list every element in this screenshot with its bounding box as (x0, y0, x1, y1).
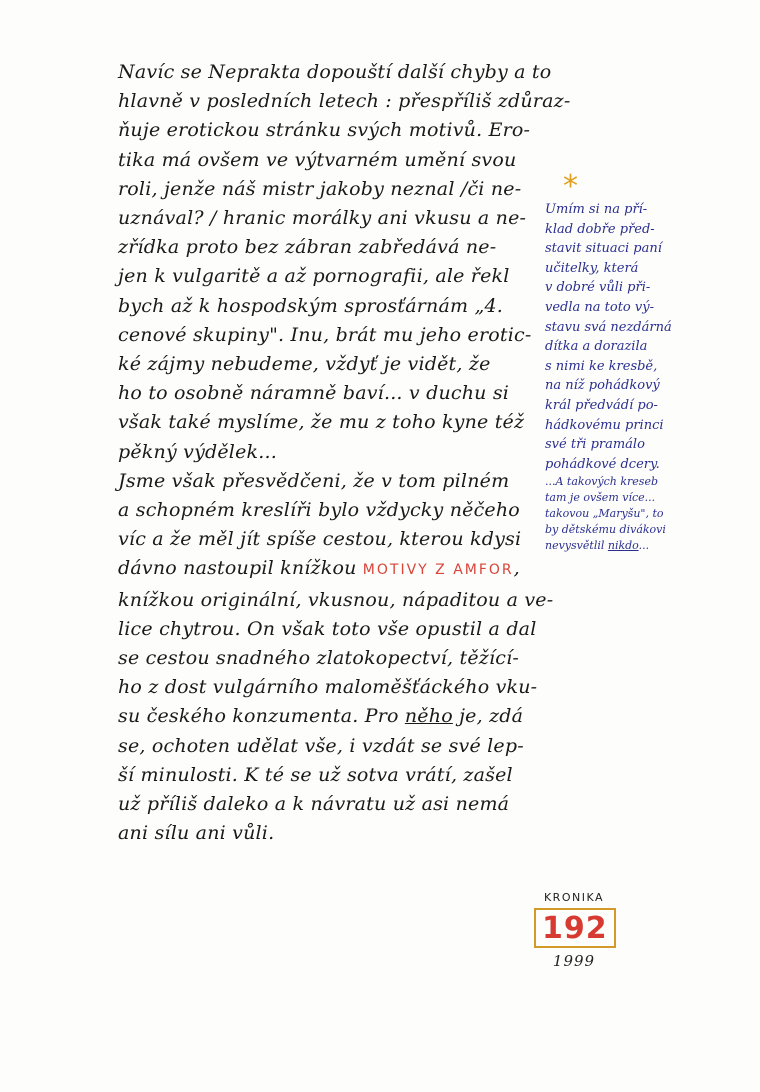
note-line: Umím si na pří- (545, 202, 648, 217)
text-segment: , (513, 557, 520, 580)
text-line: Jsme však přesvědčeni, že v tom pilném (118, 469, 510, 492)
note-line: s nimi ke kresbě, (545, 358, 658, 374)
note-line: na níž pohádkový (545, 378, 660, 394)
note-line: stavit situaci paní (545, 241, 662, 257)
chronicle-stamp (534, 891, 614, 970)
text-line: hlavně v posledních letech : přespříliš zdůraz- (118, 90, 571, 113)
text-line: už příliš daleko a k návratu už asi nemá (118, 793, 510, 816)
asterisk-icon: * (563, 169, 578, 204)
stamp-year: 1999 (552, 952, 596, 970)
text-line: lice chytrou. On však toto vše opustil a dal (118, 617, 537, 640)
text-line: a schopném kreslíři bylo vždycky něčeho (118, 499, 520, 522)
note-line: dítka a dorazila (545, 339, 648, 355)
text-line: se, ochoten udělat vše, i vzdát se své lep- (118, 734, 524, 757)
text-line: se cestou snadného zlatokopectví, těžící- (118, 647, 520, 670)
book-title-motivy-z-amfor: MOTIVY Z AMFOR (362, 562, 514, 579)
note-line: stavu svá nezdárná (545, 319, 672, 335)
note-line: takovou „Maryšu", to (545, 507, 664, 521)
note-line-underlined (545, 538, 745, 554)
text-line: zřídka proto bez zábran zabředává ne- (118, 236, 497, 259)
note-line: ...A takových kreseb (545, 475, 658, 489)
note-line: v dobré vůli při- (545, 280, 651, 296)
page-number: 192 (534, 908, 616, 948)
underlined-word: nikdo (607, 539, 639, 553)
note-line: klad dobře před- (545, 221, 655, 237)
main-text (118, 58, 571, 848)
text-line: ani sílu ani vůli. (118, 822, 275, 845)
text-line: ké zájmy nebudeme, vždyť je vidět, že (118, 353, 491, 376)
note-line: tam je ovšem více... (545, 491, 656, 505)
note-line: učitelky, která (545, 260, 639, 276)
note-line: své tři pramálo (545, 437, 645, 453)
text-line-book-title (118, 554, 538, 585)
text-line: roli, jenže náš mistr jakoby neznal /či ne- (118, 177, 522, 200)
text-line: jen k vulgaritě a až pornografii, ale řekl (118, 265, 510, 288)
text-line: ho to osobně náramně baví... v duchu si (118, 382, 510, 405)
stamp-label: KRONIKA (543, 891, 605, 904)
text-line: knížkou originální, vkusnou, nápaditou a ve- (118, 588, 554, 611)
side-note (545, 200, 745, 554)
text-line: ňuje erotickou stránku svých motivů. Ero- (118, 119, 531, 142)
note-line: vedla na toto vý- (545, 299, 654, 315)
text-line: Navíc se Neprakta dopouští další chyby a to (118, 61, 552, 83)
text-line: cenové skupiny". Inu, brát mu jeho erotic- (118, 323, 532, 346)
note-line: pohádkové dcery. (545, 456, 660, 472)
text-line: pěkný výdělek... (118, 440, 277, 463)
text-segment: nevysvětlil (545, 539, 608, 553)
text-line: ho z dost vulgárního maloměšťáckého vku- (118, 676, 538, 699)
note-line: hádkovému princi (545, 417, 664, 433)
underlined-word: něho (404, 705, 453, 728)
text-line: uznával? / hranic morálky ani vkusu a ne- (118, 207, 527, 230)
text-line: ší minulosti. K té se už sotva vrátí, zašel (118, 763, 513, 786)
text-line-underlined (118, 702, 538, 731)
text-line: bych až k hospodským sprosťárnám „4. (118, 294, 504, 317)
text-segment: ... (638, 539, 650, 553)
text-line: však také myslíme, že mu z toho kyne též (118, 411, 525, 434)
text-segment: je, zdá (452, 705, 524, 728)
note-line: král předvádí po- (545, 397, 658, 413)
text-line: víc a že měl jít spíše cestou, kterou kdysi (118, 528, 522, 551)
text-line: tika má ovšem ve výtvarném umění svou (118, 148, 517, 171)
note-line: by dětskému divákovi (545, 523, 666, 537)
text-segment: dávno nastoupil knížkou (118, 557, 363, 580)
text-segment: Pro (364, 705, 405, 728)
text-segment: su českého konzumenta. (118, 705, 365, 728)
